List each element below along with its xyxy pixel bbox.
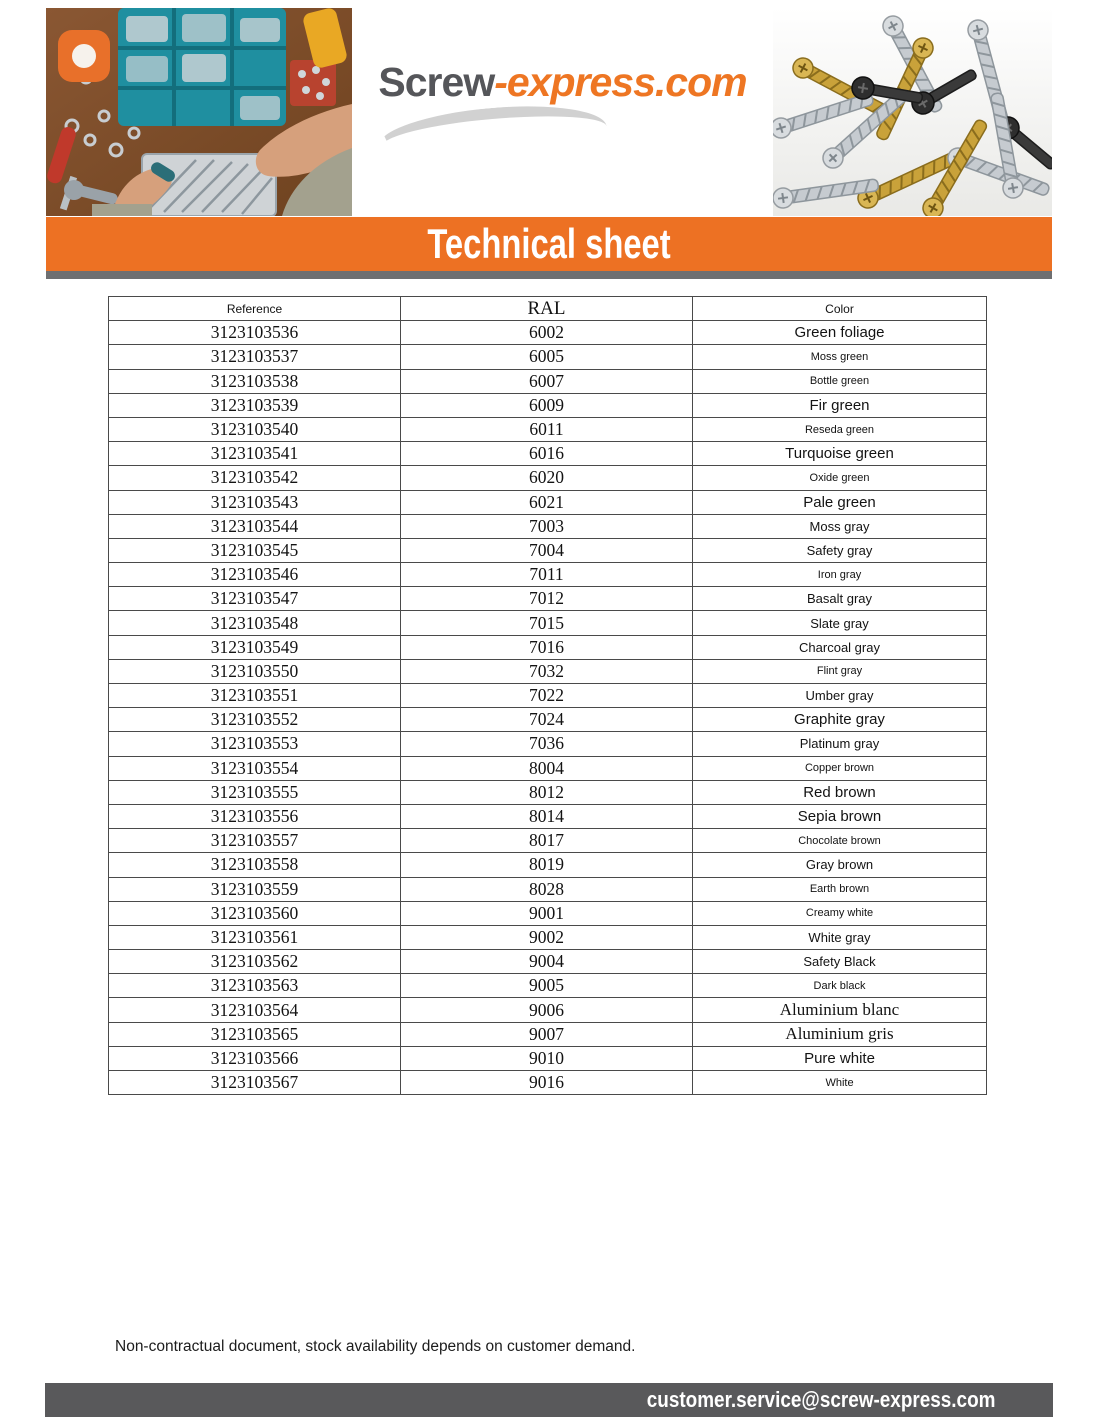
table-row — [109, 708, 987, 732]
reference-cell: 3123103538 — [109, 369, 401, 393]
ral-cell: 9016 — [401, 1071, 693, 1095]
ral-cell: 7012 — [401, 587, 693, 611]
ral-cell: 9005 — [401, 974, 693, 998]
table-row — [109, 925, 987, 949]
ral-cell: 6016 — [401, 442, 693, 466]
ral-cell: 8004 — [401, 756, 693, 780]
table-row — [109, 635, 987, 659]
reference-cell: 3123103561 — [109, 925, 401, 949]
reference-cell: 3123103542 — [109, 466, 401, 490]
reference-cell: 3123103564 — [109, 998, 401, 1022]
table-row — [109, 563, 987, 587]
table-row — [109, 804, 987, 828]
banner — [46, 217, 1052, 271]
ral-cell: 6002 — [401, 321, 693, 345]
reference-cell: 3123103549 — [109, 635, 401, 659]
color-cell: Aluminium blanc — [693, 998, 987, 1022]
ral-cell: 7022 — [401, 684, 693, 708]
table-row — [109, 321, 987, 345]
header-reference: Reference — [109, 297, 401, 321]
color-cell: Oxide green — [693, 466, 987, 490]
color-cell: Fir green — [693, 393, 987, 417]
reference-cell: 3123103547 — [109, 587, 401, 611]
ral-cell: 6011 — [401, 417, 693, 441]
reference-cell: 3123103562 — [109, 950, 401, 974]
brand-logo-primary: Screw — [378, 59, 495, 105]
ral-color-table-wrap — [108, 296, 986, 1095]
table-header-row — [109, 297, 987, 321]
ral-cell: 7016 — [401, 635, 693, 659]
table-row — [109, 974, 987, 998]
color-cell: Earth brown — [693, 877, 987, 901]
table-row — [109, 611, 987, 635]
reference-cell: 3123103545 — [109, 538, 401, 562]
ral-cell: 7024 — [401, 708, 693, 732]
color-cell: Pale green — [693, 490, 987, 514]
brand-logo-secondary: -express.com — [494, 59, 747, 105]
reference-cell: 3123103563 — [109, 974, 401, 998]
ral-cell: 6020 — [401, 466, 693, 490]
ral-cell: 6009 — [401, 393, 693, 417]
color-cell: Moss green — [693, 345, 987, 369]
reference-cell: 3123103566 — [109, 1046, 401, 1070]
ral-cell: 9001 — [401, 901, 693, 925]
table-row — [109, 514, 987, 538]
ral-cell: 9010 — [401, 1046, 693, 1070]
ral-cell: 9002 — [401, 925, 693, 949]
color-cell: Reseda green — [693, 417, 987, 441]
color-cell: Platinum gray — [693, 732, 987, 756]
color-cell: Flint gray — [693, 659, 987, 683]
ral-cell: 9007 — [401, 1022, 693, 1046]
ral-cell: 9006 — [401, 998, 693, 1022]
header-ral: RAL — [401, 297, 693, 321]
table-row — [109, 490, 987, 514]
table-row — [109, 756, 987, 780]
color-cell: Aluminium gris — [693, 1022, 987, 1046]
reference-cell: 3123103540 — [109, 417, 401, 441]
reference-cell: 3123103565 — [109, 1022, 401, 1046]
reference-cell: 3123103560 — [109, 901, 401, 925]
screw-pile-photo — [773, 8, 1052, 216]
table-row — [109, 417, 987, 441]
table-row — [109, 369, 987, 393]
color-cell: Bottle green — [693, 369, 987, 393]
table-row — [109, 345, 987, 369]
reference-cell: 3123103541 — [109, 442, 401, 466]
color-cell: Chocolate brown — [693, 829, 987, 853]
table-row — [109, 466, 987, 490]
reference-cell: 3123103567 — [109, 1071, 401, 1095]
logo-swoosh — [376, 98, 609, 175]
ral-cell: 8017 — [401, 829, 693, 853]
color-cell: Charcoal gray — [693, 635, 987, 659]
color-cell: White — [693, 1071, 987, 1095]
table-row — [109, 950, 987, 974]
ral-cell: 6021 — [401, 490, 693, 514]
ral-cell: 7032 — [401, 659, 693, 683]
color-cell: Basalt gray — [693, 587, 987, 611]
color-cell: Gray brown — [693, 853, 987, 877]
reference-cell: 3123103543 — [109, 490, 401, 514]
ral-cell: 6005 — [401, 345, 693, 369]
workbench-photo — [46, 8, 352, 216]
footnote: Non-contractual document, stock availability depends on customer demand. — [115, 1337, 636, 1355]
table-row — [109, 659, 987, 683]
color-cell: White gray — [693, 925, 987, 949]
table-row — [109, 998, 987, 1022]
color-cell: Slate gray — [693, 611, 987, 635]
reference-cell: 3123103554 — [109, 756, 401, 780]
reference-cell: 3123103553 — [109, 732, 401, 756]
reference-cell: 3123103536 — [109, 321, 401, 345]
color-cell: Safety gray — [693, 538, 987, 562]
brand-logo-text — [378, 59, 746, 106]
table-row — [109, 393, 987, 417]
reference-cell: 3123103558 — [109, 853, 401, 877]
reference-cell: 3123103539 — [109, 393, 401, 417]
table-row — [109, 442, 987, 466]
color-cell: Creamy white — [693, 901, 987, 925]
ral-cell: 7036 — [401, 732, 693, 756]
color-cell: Red brown — [693, 780, 987, 804]
reference-cell: 3123103557 — [109, 829, 401, 853]
reference-cell: 3123103555 — [109, 780, 401, 804]
reference-cell: 3123103537 — [109, 345, 401, 369]
page-title: Technical sheet — [427, 220, 671, 267]
color-cell: Safety Black — [693, 950, 987, 974]
reference-cell: 3123103559 — [109, 877, 401, 901]
ral-cell: 7003 — [401, 514, 693, 538]
reference-cell: 3123103544 — [109, 514, 401, 538]
reference-cell: 3123103552 — [109, 708, 401, 732]
footer-bar — [45, 1383, 1053, 1417]
color-cell: Dark black — [693, 974, 987, 998]
table-row — [109, 829, 987, 853]
color-cell: Umber gray — [693, 684, 987, 708]
table-row — [109, 1071, 987, 1095]
table-row — [109, 780, 987, 804]
workbench-photo-illustration — [46, 8, 352, 216]
table-row — [109, 684, 987, 708]
footer-email: customer.service@screw-express.com — [646, 1387, 995, 1412]
color-cell: Iron gray — [693, 563, 987, 587]
ral-cell: 8028 — [401, 877, 693, 901]
color-cell: Turquoise green — [693, 442, 987, 466]
header-color: Color — [693, 297, 987, 321]
table-row — [109, 877, 987, 901]
color-cell: Graphite gray — [693, 708, 987, 732]
reference-cell: 3123103556 — [109, 804, 401, 828]
ral-color-table — [108, 296, 987, 1095]
table-row — [109, 901, 987, 925]
table-row — [109, 1046, 987, 1070]
reference-cell: 3123103546 — [109, 563, 401, 587]
ral-cell: 9004 — [401, 950, 693, 974]
reference-cell: 3123103550 — [109, 659, 401, 683]
table-row — [109, 853, 987, 877]
table-row — [109, 587, 987, 611]
ral-cell: 7004 — [401, 538, 693, 562]
table-row — [109, 1022, 987, 1046]
color-cell: Pure white — [693, 1046, 987, 1070]
ral-cell: 8019 — [401, 853, 693, 877]
table-row — [109, 538, 987, 562]
ral-cell: 7011 — [401, 563, 693, 587]
ral-cell: 7015 — [401, 611, 693, 635]
color-cell: Moss gray — [693, 514, 987, 538]
table-row — [109, 732, 987, 756]
reference-cell: 3123103548 — [109, 611, 401, 635]
ral-cell: 6007 — [401, 369, 693, 393]
ral-cell: 8014 — [401, 804, 693, 828]
brand-logo — [352, 8, 773, 216]
banner-strip — [46, 271, 1052, 279]
screw-pile-illustration — [773, 8, 1052, 216]
ral-cell: 8012 — [401, 780, 693, 804]
reference-cell: 3123103551 — [109, 684, 401, 708]
color-cell: Sepia brown — [693, 804, 987, 828]
color-cell: Copper brown — [693, 756, 987, 780]
color-cell: Green foliage — [693, 321, 987, 345]
